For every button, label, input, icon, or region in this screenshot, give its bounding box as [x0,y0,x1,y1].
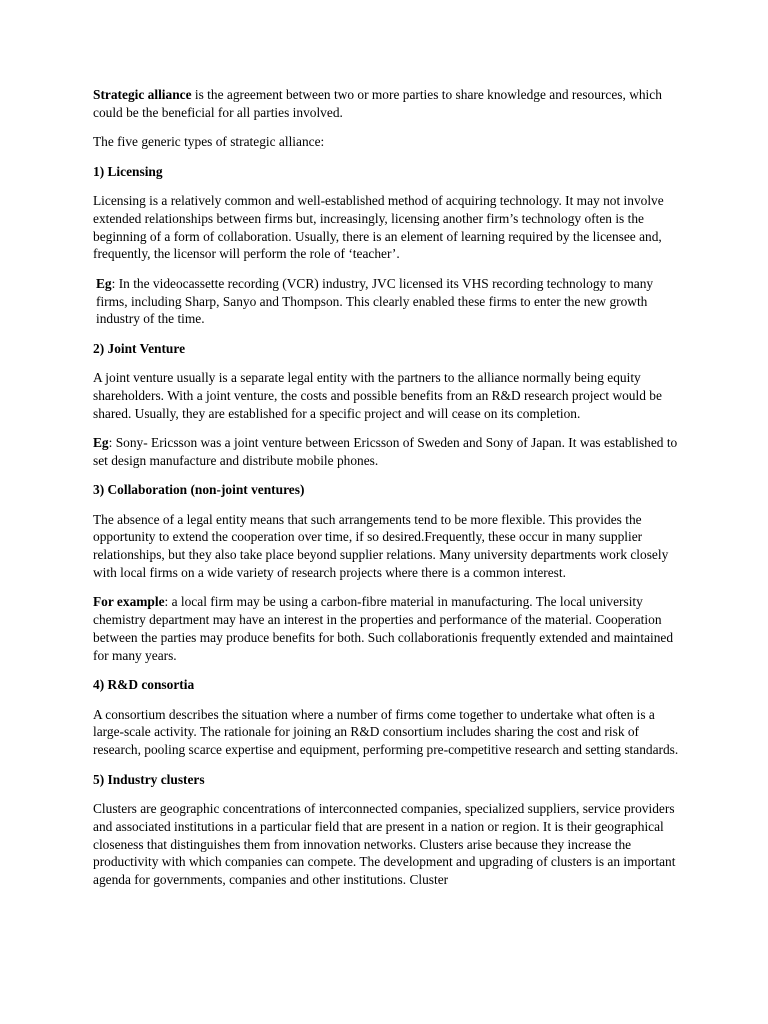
example-lead: Eg [93,435,109,451]
section-body-rd-consortia: A consortium describes the situation where a number of firms come together to undertake what often is a large-scale activity. The rationale for joining an R&D consortium includes sharing the cost and risk of research, pooling scarce expertise and equipment, performing pre-competitive research and setting standards. [93,706,679,758]
section-body-industry-clusters: Clusters are geographic concentrations of interconnected companies, specialized suppliers, service providers and associated institutions in a particular field that are present in a nation or region. It is their geographical closeness that distinguishes them from innovation networks. Clusters arise because they increase the productivity with which companies can compete. The development and upgrading of clusters is an important agenda for governments, companies and other institutions. Cluster [93,801,676,888]
section-heading-collaboration: 3) Collaboration (non-joint ventures) [93,482,305,498]
section-heading-rd-consortia: 4) R&D consortia [93,677,195,693]
section-example-joint-venture [93,434,683,470]
section-body-collaboration: The absence of a legal entity means that such arrangements tend to be more flexible. This provides the opportunity to extend the cooperation over time, if so desired.Frequently, these occur in many supplier relationships, but they also take place beyond supplier relations. Many university departments work closely with local firms on a wide variety of research projects where there is a common interest. [93,511,669,581]
example-text: : Sony- Ericsson was a joint venture between Ericsson of Sweden and Sony of Japan. It was established to set design manufacture and distribute mobile phones. [93,435,678,468]
section-example-licensing [93,275,683,328]
section-body-joint-venture: A joint venture usually is a separate legal entity with the partners to the alliance normally being equity shareholders. With a joint venture, the costs and possible benefits from an R&D research project would be shared. Usually, they are established for a specific project and will cease on its completion. [93,370,662,421]
example-text: : In the videocassette recording (VCR) industry, JVC licensed its VHS recording technology to many firms, including Sharp, Sanyo and Thompson. This clearly enabled these firms to enter the new growth industry of the time. [96,275,654,327]
types-intro: The five generic types of strategic alliance: [93,134,325,150]
example-lead: For example [93,594,165,610]
section-example-collaboration [93,593,683,664]
section-heading-joint-venture: 2) Joint Venture [93,340,186,356]
example-text: : a local firm may be using a carbon-fibre material in manufacturing. The local university chemistry department may have an interest in the properties and performance of the material. Cooperation between the parties may produce benefits for both. Such collaborationis frequently extended and maintained for many years. [93,594,674,663]
section-body-licensing: Licensing is a relatively common and well-established method of acquiring technology. It may not involve extended relationships between firms but, increasingly, licensing another firm’s technology often is the beginning of a form of collaboration. Usually, there is an element of learning required by the licensee and, frequently, the licensor will perform the role of ‘teacher’. [93,192,664,262]
section-heading-licensing: 1) Licensing [93,163,163,179]
section-heading-industry-clusters: 5) Industry clusters [93,771,205,787]
example-lead: Eg [96,275,112,291]
intro-paragraph [93,86,683,122]
intro-text: is the agreement between two or more parties to share knowledge and resources, which could be the beneficial for all parties involved. [93,87,662,120]
document-page [93,86,683,901]
intro-lead: Strategic alliance [93,87,192,102]
